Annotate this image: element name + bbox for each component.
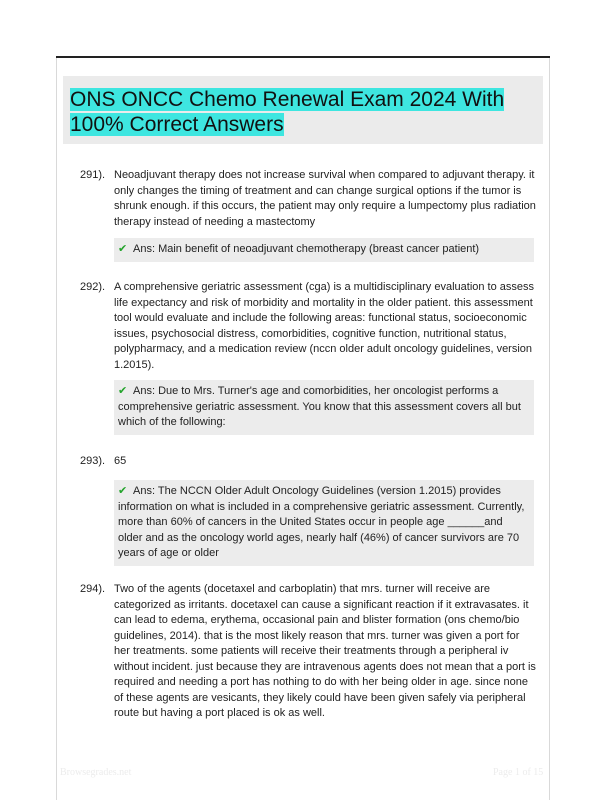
- page-number: Page 1 of 15: [493, 767, 544, 778]
- answer-text: Ans: Main benefit of neoadjuvant chemotherapy (breast cancer patient): [133, 243, 480, 255]
- answer-box: [114, 480, 534, 566]
- checkmark-icon: ✔: [118, 243, 128, 255]
- question-text: Two of the agents (docetaxel and carboplatin) that mrs. turner will receive are categorized as irritants. docetaxel can cause a significant reaction if it extravasates. it can lead to edema, erythema, occasional pain and blister formation (ons chemo/bio guidelines, 2014). that is the most likely reason that mrs. turner was given a port for her treatments. some patients will receive their treatments through a peripheral iv without incident. just because they are intravenous agents does not mean that a port is required and needing a port has nothing to do with her being older in age. since none of these agents are vesicants, they likely could have been given safely via peripheral route but having a port placed is ok as well.: [114, 583, 536, 719]
- left-border: [56, 58, 57, 800]
- question-number: 293).: [80, 455, 106, 467]
- question-number: 292).: [80, 281, 106, 293]
- question-text: 65: [114, 455, 127, 467]
- question-number: 291).: [80, 169, 106, 181]
- checkmark-icon: ✔: [118, 485, 128, 497]
- right-border: [549, 58, 550, 800]
- answer-box: [114, 380, 534, 435]
- top-divider: [56, 56, 550, 58]
- checkmark-icon: ✔: [118, 385, 128, 397]
- question-text: Neoadjuvant therapy does not increase survival when compared to adjuvant therapy. it only changes the timing of treatment and can change surgical options if the tumor is shrunk enough. if this occurs, the patient may only require a lumpectomy plus radiation therapy instead of needing a mastectomy: [114, 169, 536, 228]
- page-title: ONS ONCC Chemo Renewal Exam 2024 With 100% Correct Answers: [70, 88, 505, 136]
- footer-watermark: Browsegrades.net: [60, 767, 132, 778]
- question-text: A comprehensive geriatric assessment (cga) is a multidisciplinary evaluation to assess life expectancy and risk of morbidity and mortality in the older patient. this assessment tool would evaluate and include the following areas: functional status, socioeconomic issues, psychosocial distress, comorbidities, cognitive function, nutritional status, polypharmacy, and a medication review (nccn older adult oncology guidelines, version 1.2015).: [114, 281, 535, 371]
- question-number: 294).: [80, 583, 106, 595]
- answer-text: Ans: The NCCN Older Adult Oncology Guidelines (version 1.2015) provides information on what is included in a comprehensive geriatric assessment. Currently, more than 60% of cancers in the United States occur in people age ______and older and as the oncology world ages, nearly half (46%) of cancer survivors are 70 years of age or older: [118, 485, 525, 559]
- answer-box: [114, 238, 534, 262]
- answer-text: Ans: Due to Mrs. Turner's age and comorbidities, her oncologist performs a comprehensive geriatric assessment. You know that this assessment covers all but which of the following:: [118, 385, 521, 428]
